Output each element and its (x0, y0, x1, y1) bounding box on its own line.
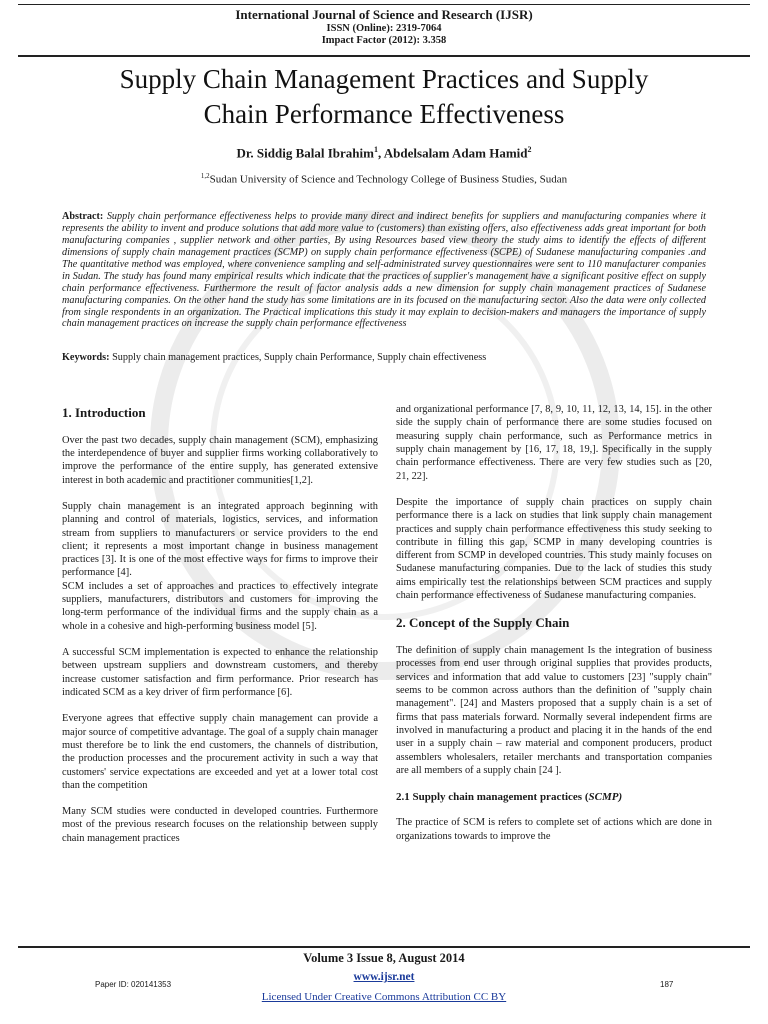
paper-title (40, 62, 728, 131)
section-heading-concept: 2. Concept of the Supply Chain (396, 615, 570, 631)
keywords (62, 352, 706, 363)
journal-issn: ISSN (Online): 2319-7064 (326, 22, 442, 34)
license-link[interactable]: Licensed Under Creative Commons Attribution CC BY (261, 990, 507, 1003)
paragraph: Despite the importance of supply chain practices on supply chain performance there is a lack on studies that link supply chain management practices and supply chain performance effectiveness this study seeking to contribute in filling this gap, SCMP in many developing countries is different from SCMP in developed countries. This study mainly focuses on Sudanese manufacturing companies. Due to the lack of studies this study aims empirically test the relationships between SCM practices and supply chain performance effectiveness of Sudanese manufacturing companies. (396, 496, 712, 602)
journal-name: International Journal of Science and Research (IJSR) (235, 7, 533, 22)
affiliation (0, 172, 768, 186)
author-2-affiliation-mark: 2 (527, 145, 532, 154)
journal-header (0, 8, 768, 47)
paragraph: The practice of SCM is refers to complete set of actions which are done in organizations towards to improve the (396, 817, 712, 842)
header-rule-top (18, 4, 750, 5)
paragraph: SCM includes a set of approaches and practices to effectively integrate suppliers, manufacturers, distributors and customers for improving the long-term performance of the individual firms and the supply chain as a whole in a cohesive and high-performing business model [5]. (62, 580, 378, 632)
left-column (62, 405, 378, 858)
author-1: Dr. Siddig Balal Ibrahim (236, 145, 374, 161)
subsection-heading-abbrev: SCMP) (588, 791, 623, 804)
paragraph: Over the past two decades, supply chain management (SCM), emphasizing the interdependence of buyer and supplier firms working collaboratively to improve the performance of the entire supply, has generated extensive interest in both academic and practitioner communities[1,2]. (62, 434, 378, 486)
paper-title-line-1: Supply Chain Management Practices and Supply (119, 64, 649, 94)
journal-website-link[interactable]: www.ijsr.net (353, 971, 415, 984)
paragraph: and organizational performance [7, 8, 9, 10, 11, 12, 13, 14, 15]. in the other side the supply chain of performance there are some studies focused on measuring supply chain performance, such as Performance metrics in supply chain management by [16, 17, 18, 19,]. Specifically in the supply chain performance effectiveness. There are very few studies such as [20, 21, 22]. (396, 404, 712, 482)
affiliation-text: Sudan University of Science and Technology College of Business Studies, Sudan (209, 173, 568, 186)
paragraph: Supply chain management is an integrated approach beginning with planning and control of materials, logistics, services, and information stream from suppliers to manufacturers or service providers to the end client; it represents a most important change in business management practices [3]. It is one of the most effective ways for firms to improve their performance [4]. (62, 500, 378, 579)
paragraph: Many SCM studies were conducted in developed countries. Furthermore most of the previous research focuses on the relationship between supply chain management practices (62, 806, 378, 844)
subsection-heading-text: 2.1 Supply chain management practices ( (396, 791, 589, 804)
abstract (62, 211, 706, 330)
paragraph: Everyone agrees that effective supply chain management can provide a major source of competitive advantage. The goal of a supply chain manager must therefore be to link the end customers, the channels of distribution, the production processes and the procurement activity in such a way that customers' service expectations are exceeded and yet at a lower total cost than the competition (62, 713, 378, 791)
journal-impact-factor: Impact Factor (2012): 3.358 (321, 35, 447, 46)
paragraph: The definition of supply chain management Is the integration of business processes from end user through original supplies that provides products, services and information that add value to customers [23] "supply chain" seems to be common across authors than the definition of "supply chain management". [24] and Masters proposed that a supply chain is a set of firms that pass materials forward. Normally several independent firms are involved in manufacturing a product and placing it in the hands of the end user in a supply chain – raw material and component producers, product assemblers wholesalers, retailer merchants and transportation companies are all members of a supply chain [24 ]. (396, 645, 712, 776)
keywords-label: Keywords: (62, 352, 110, 363)
keywords-text: Supply chain management practices, Supply chain Performance, Supply chain effectiveness (112, 352, 487, 363)
footer-rule (18, 946, 750, 948)
right-column (396, 403, 712, 856)
author-1-affiliation-mark: 1 (373, 145, 378, 154)
paper-id: Paper ID: 020141353 (95, 980, 172, 989)
page-number: 187 (660, 980, 674, 989)
paper-title-line-2: Chain Performance Effectiveness (203, 98, 565, 129)
page-footer (0, 951, 768, 1005)
author-2: Abdelsalam Adam Hamid (383, 145, 528, 161)
abstract-label: Abstract: (62, 211, 104, 222)
affiliation-mark: 1,2 (200, 172, 210, 180)
subsection-heading-scmp (396, 790, 712, 804)
abstract-text: Supply chain performance effectiveness helps to provide many direct and indirect benefits for suppliers and manufacturing companies where it represents the ability to invent and produce solutions that add more value to (customers) than existing offers, also effectiveness adds great important for both manufacturing companies , supplier network and other parties, By using Resources based view theory the study aims to identify the effects of different dimensions of supply chain management practices (SCMP) on supply chain performance effectiveness (SCPE) of Sudanese manufacturing companies .and The quantitative method was employed, where convenience sampling and self-administrated survey questionnaires were sent to 110 manufacturer companies in Sudan. The study has found many empirical results which indicate that the practices of supplier's management have a significant positive effect on supply chain performance effectiveness. Furthermore the result of factor analysis adds a new dimension for supply chain management practices of Sudanese manufacturing companies. On the other hand the study has some limitations are in its focused on the manufacturing sector. Also the data were only collected from single respondents in an organization. The Practical implications this study it may explain to decision-makers and managers the importance of supply chain management practices on increase the supply chain performance effectiveness (62, 211, 707, 330)
section-heading-introduction: 1. Introduction (62, 405, 146, 420)
paragraph: A successful SCM implementation is expected to enhance the relationship between upstream suppliers and downstream customers, and thereby increase customer satisfaction and firm performance. Prior research has indicated SCM as a key driver of firm performance [6]. (62, 647, 378, 698)
author-separator: , (377, 145, 384, 161)
header-rule-bottom (18, 55, 750, 57)
author-list (0, 145, 768, 161)
volume-issue: Volume 3 Issue 8, August 2014 (303, 951, 465, 965)
